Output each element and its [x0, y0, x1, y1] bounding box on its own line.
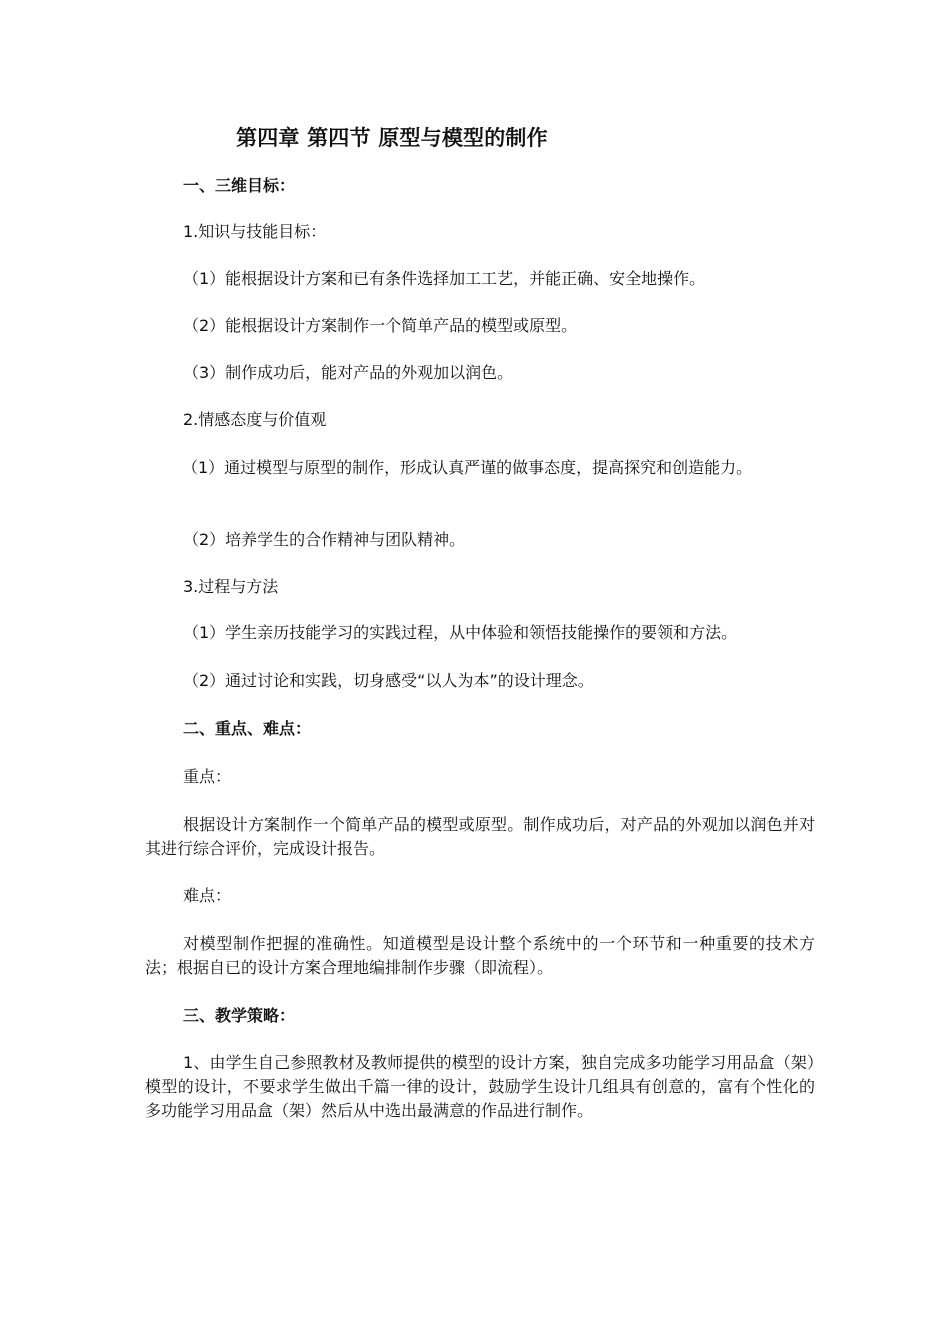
knowledge-item-1: （1）能根据设计方案和已有条件选择加工工艺，并能正确、安全地操作。	[183, 269, 706, 288]
key-point-text: 根据设计方案制作一个简单产品的模型或原型。制作成功后，对产品的外观加以润色并对其进行综合评价，完成设计报告。	[145, 815, 815, 858]
key-point-label: 重点：	[183, 767, 232, 786]
process-item-1: （1）学生亲历技能学习的实践过程，从中体验和领悟技能操作的要领和方法。	[183, 623, 738, 642]
knowledge-item-2: （2）能根据设计方案制作一个简单产品的模型或原型。	[183, 316, 578, 335]
difficult-point-label: 难点：	[183, 886, 232, 905]
process-item-2: （2）通过讨论和实践，切身感受“以人为本”的设计理念。	[183, 671, 594, 690]
attitude-item-2: （2）培养学生的合作精神与团队精神。	[183, 530, 466, 549]
strategy-paragraph: 1、由学生自己参照教材及教师提供的模型的设计方案，独自完成多功能学习用品盒（架）模型的设计，不要求学生做出千篇一律的设计，鼓励学生设计几组具有创意的，富有个性化的多功能学习用品盒（架）然后从中选出最满意的作品进行制作。	[145, 1053, 815, 1120]
section-heading-key-difficult: 二、重点、难点：	[183, 719, 312, 738]
page-title: 第四章 第四节 原型与模型的制作	[236, 126, 548, 150]
subheading-attitude-values: 2.情感态度与价值观	[183, 410, 327, 429]
knowledge-item-3: （3）制作成功后，能对产品的外观加以润色。	[183, 363, 514, 382]
subheading-knowledge-skills: 1.知识与技能目标：	[183, 222, 327, 241]
subheading-process-methods: 3.过程与方法	[183, 577, 279, 596]
difficult-point-text: 对模型制作把握的准确性。知道模型是设计整个系统中的一个环节和一种重要的技术方法；根据自已的设计方案合理地编排制作步骤（即流程）。	[145, 934, 815, 977]
attitude-item-1: （1）通过模型与原型的制作，形成认真严谨的做事态度，提高探究和创造能力。	[182, 458, 753, 477]
section-heading-goals: 一、三维目标：	[183, 176, 296, 195]
section-heading-strategy: 三、教学策略：	[183, 1006, 296, 1025]
